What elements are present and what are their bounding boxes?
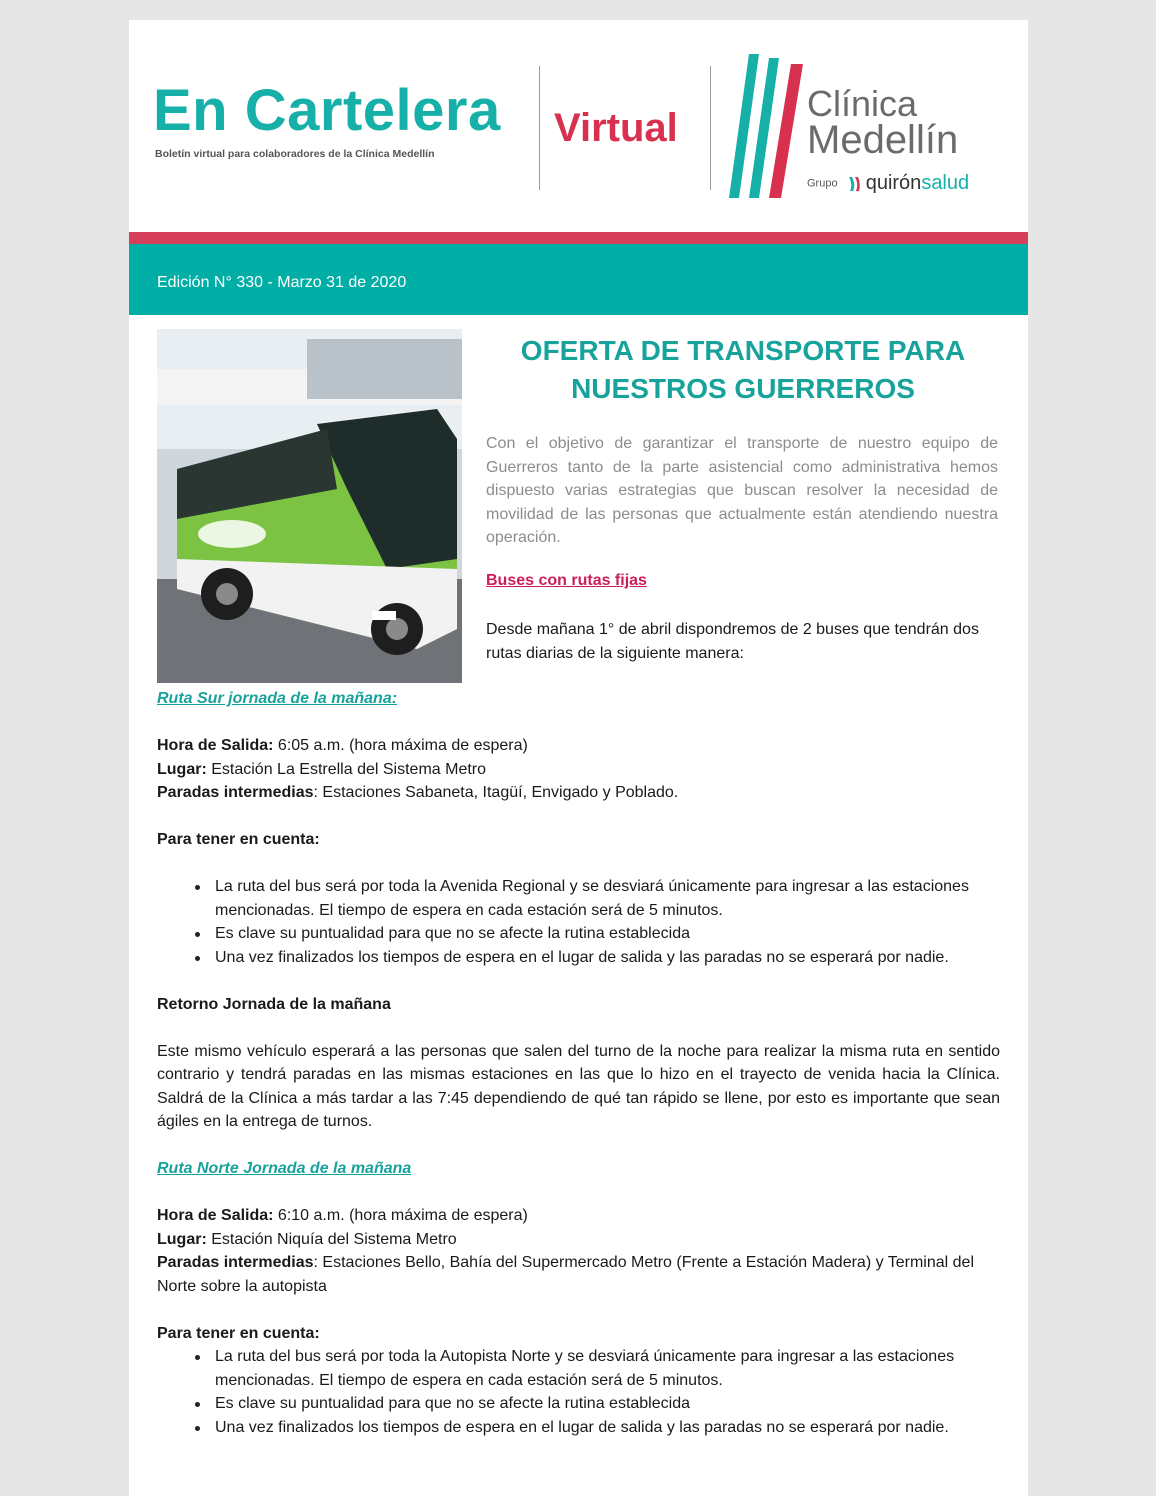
- south-route-title[interactable]: Ruta Sur jornada de la mañana:: [157, 690, 398, 707]
- north-departure: Hora de Salida: 6:10 a.m. (hora máxima de espera): [157, 1207, 528, 1224]
- header-divider: [539, 66, 540, 190]
- south-notes-list: [157, 875, 1000, 969]
- north-place: Lugar: Estación Niquía del Sistema Metro: [157, 1230, 457, 1248]
- header: [129, 20, 1028, 232]
- south-departure: Hora de Salida: 6:05 a.m. (hora máxima de espera): [157, 737, 528, 754]
- article-title: OFERTA DE TRANSPORTE PARA NUESTROS GUERREROS: [520, 335, 966, 404]
- header-divider: [710, 66, 711, 190]
- newsletter-page: [129, 20, 1028, 1496]
- group-brand: Grupo quirónsalud: [807, 172, 970, 194]
- clinic-name: Clínica Medellín: [807, 83, 959, 162]
- north-notes-list: [157, 1345, 1000, 1439]
- article-intro: Con el objetivo de garantizar el transporte de nuestro equipo de Guerreros tanto de la parte asistencial como administrativa hemos dispuesto varias estrategias que buscan resolver la necesidad de movilidad de las personas que actualmente están atendiendo nuestra operación.: [486, 435, 998, 546]
- subheading-fixed-routes[interactable]: Buses con rutas fijas: [486, 572, 647, 589]
- list-item: Una vez finalizados los tiempos de espera en el lugar de salida y las paradas no se esperará por nadie.: [215, 1416, 1000, 1440]
- north-route-title[interactable]: Ruta Norte Jornada de la mañana: [157, 1160, 412, 1177]
- bus-photo: [157, 329, 462, 683]
- brand-subtitle: Boletín virtual para colaboradores de la Clínica Medellín: [155, 148, 435, 160]
- return-paragraph: Este mismo vehículo esperará a las personas que salen del turno de la noche para realizar la misma ruta en sentido contrario y tendrá paradas en las mismas estaciones en las que lo hizo en el trayecto de venida hacia la Clínica. Saldrá de la Clínica a más tardar a las 7:45 dependiendo de qué tan rápido se llene, por esto es importante que sean ágiles en la entrega de turnos.: [157, 1042, 1000, 1130]
- return-heading: Retorno Jornada de la mañana: [157, 995, 391, 1013]
- north-notes-heading: Para tener en cuenta:: [157, 1324, 320, 1342]
- virtual-label: Virtual: [554, 106, 678, 150]
- south-stops: Paradas intermedias: Estaciones Sabaneta, Itagüí, Envigado y Poblado.: [157, 784, 679, 801]
- list-item: Una vez finalizados los tiempos de espera en el lugar de salida y las paradas no se esperará por nadie.: [215, 946, 1000, 970]
- edition-label: Edición N° 330 - Marzo 31 de 2020: [157, 274, 407, 291]
- article-body: [157, 687, 1000, 1439]
- red-band: [129, 232, 1028, 244]
- south-notes-heading: Para tener en cuenta:: [157, 831, 320, 848]
- brand-title: En Cartelera: [153, 78, 501, 143]
- clinic-logo-icon: [725, 50, 811, 200]
- buses-paragraph: Desde mañana 1° de abril dispondremos de 2 buses que tendrán dos rutas diarias de la siguiente manera:: [486, 621, 979, 662]
- edition-band: [129, 244, 1028, 315]
- list-item: Es clave su puntualidad para que no se afecte la rutina establecida: [215, 1392, 1000, 1416]
- list-item: La ruta del bus será por toda la Avenida Regional y se desviará únicamente para ingresar a las estaciones mencionadas. El tiempo de espera en cada estación será de 5 minutos.: [215, 875, 1000, 922]
- list-item: La ruta del bus será por toda la Autopista Norte y se desviará únicamente para ingresar a las estaciones mencionadas. El tiempo de espera en cada estación será de 5 minutos.: [215, 1345, 1000, 1392]
- north-stops: Paradas intermedias: Estaciones Bello, Bahía del Supermercado Metro (Frente a Estación Madera) y Terminal del Norte sobre la autopista: [157, 1254, 974, 1295]
- list-item: Es clave su puntualidad para que no se afecte la rutina establecida: [215, 922, 1000, 946]
- south-place: Lugar: Estación La Estrella del Sistema Metro: [157, 760, 487, 778]
- quironsalud-logo-icon: [847, 175, 861, 193]
